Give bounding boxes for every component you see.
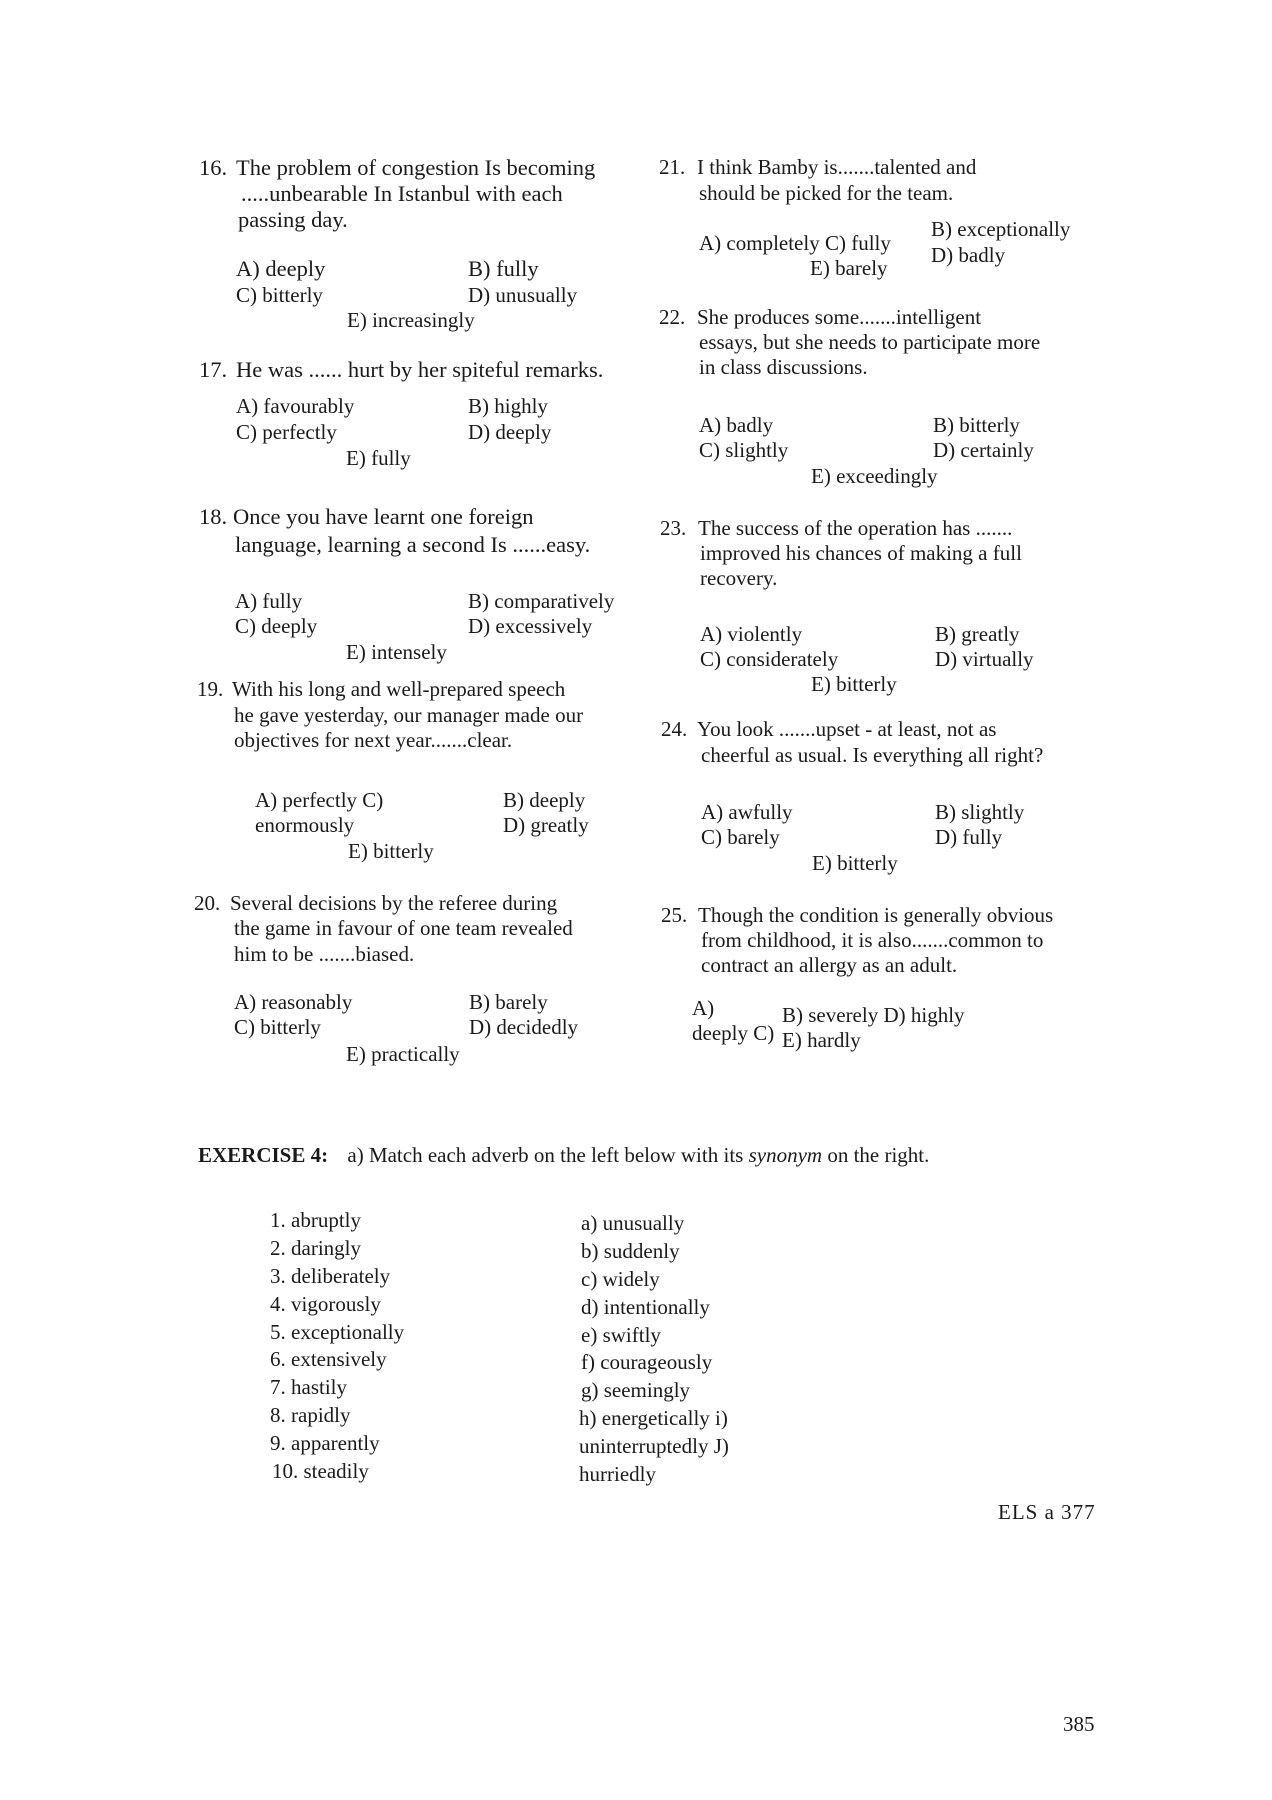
option-e: E) intensely	[346, 640, 447, 664]
option-d: D) excessively	[468, 614, 593, 638]
option-d: D) certainly	[933, 438, 1034, 462]
list-item: 7. hastily	[270, 1375, 347, 1399]
option-b: B) comparatively	[468, 589, 615, 613]
question-stem-line: the game in favour of one team revealed	[234, 916, 573, 940]
exercise-heading	[198, 1143, 929, 1168]
question-stem-line: I think Bamby is.......talented and	[697, 155, 977, 179]
exercise-instruction: a) Match each adverb on the left below with its synonym on the right.	[347, 1143, 930, 1167]
question-stem-line: You look .......upset - at least, not as	[697, 717, 997, 741]
option-a: A) fully	[235, 589, 303, 613]
option-e: E) increasingly	[347, 308, 475, 332]
question-stem-line: Several decisions by the referee during	[230, 891, 558, 915]
list-item: 5. exceptionally	[270, 1320, 405, 1344]
option-c: C) deeply	[235, 614, 318, 638]
question-stem-line: She produces some.......intelligent	[697, 305, 982, 329]
option-b: B) bitterly	[933, 413, 1020, 437]
list-item: hurriedly	[579, 1462, 656, 1486]
question-stem-line: in class discussions.	[699, 355, 868, 379]
option-e: E) exceedingly	[811, 464, 938, 488]
option-c: C) barely	[701, 825, 780, 849]
option-b: B) barely	[469, 990, 548, 1014]
question-number: 25.	[661, 903, 688, 927]
option-e: E) barely	[810, 256, 888, 280]
question-stem-line: The problem of congestion Is becoming	[236, 155, 596, 180]
question-stem-line: from childhood, it is also.......common to	[701, 928, 1044, 952]
question-stem-line: recovery.	[700, 566, 778, 590]
option-a: A) perfectly C)	[255, 788, 384, 812]
option-a: A) favourably	[236, 394, 355, 418]
list-item: 4. vigorously	[270, 1292, 381, 1316]
option-c: enormously	[255, 813, 355, 837]
option-b: B) greatly	[935, 622, 1020, 646]
option-b: B) deeply	[503, 788, 586, 812]
question-stem-line: should be picked for the team.	[699, 181, 954, 205]
list-item: 10. steadily	[272, 1459, 369, 1483]
option-b: B) severely D) highly	[782, 1003, 965, 1027]
question-stem-line: The success of the operation has .......	[698, 516, 1013, 540]
question-stem-line: language, learning a second Is ......easy.	[235, 532, 591, 557]
reference-code: ELS a 377	[998, 1500, 1096, 1524]
question-number: 18.	[199, 504, 228, 529]
option-e: E) practically	[346, 1042, 460, 1066]
list-item: g) seemingly	[581, 1378, 691, 1402]
option-e: E) fully	[346, 446, 411, 470]
question-number: 16.	[199, 155, 228, 180]
question-stem-line: contract an allergy as an adult.	[701, 953, 958, 977]
option-d: D) fully	[935, 825, 1003, 849]
list-item: d) intentionally	[581, 1295, 710, 1319]
list-item: c) widely	[581, 1267, 660, 1291]
option-c: C) bitterly	[236, 283, 323, 307]
list-item: e) swiftly	[581, 1323, 661, 1347]
option-c: deeply C)	[692, 1021, 775, 1045]
list-item: h) energetically i)	[579, 1406, 728, 1430]
option-a: A) badly	[699, 413, 774, 437]
option-a: A) deeply	[236, 256, 326, 281]
question-number: 22.	[659, 305, 686, 329]
question-stem-line: he gave yesterday, our manager made our	[234, 703, 584, 727]
question-stem-line: improved his chances of making a full	[700, 541, 1022, 565]
question-stem-line: him to be .......biased.	[234, 942, 415, 966]
option-d: D) virtually	[935, 647, 1034, 671]
option-d: D) deeply	[468, 420, 552, 444]
question-stem-line: With his long and well-prepared speech	[232, 677, 566, 701]
question-stem-line: cheerful as usual. Is everything all right?	[701, 743, 1044, 767]
option-a: A)	[692, 996, 715, 1020]
list-item: 2. daringly	[270, 1236, 361, 1260]
list-item: a) unusually	[581, 1211, 685, 1235]
option-b: B) exceptionally	[931, 217, 1071, 241]
option-e: E) hardly	[782, 1028, 861, 1052]
question-stem-line: .....unbearable In Istanbul with each	[241, 181, 563, 206]
option-b: B) fully	[468, 256, 539, 281]
question-number: 20.	[194, 891, 221, 915]
exercise-label: EXERCISE 4:	[198, 1143, 329, 1167]
option-b: B) highly	[468, 394, 548, 418]
list-item: 6. extensively	[270, 1347, 387, 1371]
list-item: uninterruptedly J)	[579, 1434, 729, 1458]
list-item: 1. abruptly	[270, 1208, 361, 1232]
question-stem-line: He was ...... hurt by her spiteful remarks.	[236, 357, 604, 382]
option-c: C) perfectly	[236, 420, 337, 444]
option-d: D) badly	[931, 243, 1006, 267]
question-number: 21.	[659, 155, 686, 179]
option-c: C) slightly	[699, 438, 789, 462]
option-a: A) violently	[700, 622, 803, 646]
option-b: B) slightly	[935, 800, 1025, 824]
page-number: 385	[1063, 1712, 1095, 1736]
list-item: f) courageously	[581, 1350, 713, 1374]
list-item: 9. apparently	[270, 1431, 380, 1455]
question-number: 17.	[199, 357, 228, 382]
question-stem-line: essays, but she needs to participate more	[699, 330, 1041, 354]
option-e: E) bitterly	[811, 672, 897, 696]
option-c: C) considerately	[700, 647, 839, 671]
question-number: 19.	[197, 677, 224, 701]
option-d: D) decidedly	[469, 1015, 579, 1039]
option-d: D) unusually	[468, 283, 578, 307]
question-number: 23.	[660, 516, 687, 540]
list-item: 3. deliberately	[270, 1264, 391, 1288]
option-e: E) bitterly	[812, 851, 898, 875]
list-item: 8. rapidly	[270, 1403, 351, 1427]
option-a: A) awfully	[701, 800, 793, 824]
option-d: D) greatly	[503, 813, 589, 837]
option-a: A) reasonably	[234, 990, 353, 1014]
list-item: b) suddenly	[581, 1239, 680, 1263]
question-stem-line: Though the condition is generally obvious	[698, 903, 1054, 927]
option-a: A) completely C) fully	[699, 231, 891, 255]
question-stem-line: objectives for next year.......clear.	[234, 728, 513, 752]
option-c: C) bitterly	[234, 1015, 321, 1039]
option-e: E) bitterly	[348, 839, 434, 863]
question-number: 24.	[661, 717, 688, 741]
question-stem-line: passing day.	[238, 207, 348, 232]
question-stem-line: Once you have learnt one foreign	[233, 504, 534, 529]
